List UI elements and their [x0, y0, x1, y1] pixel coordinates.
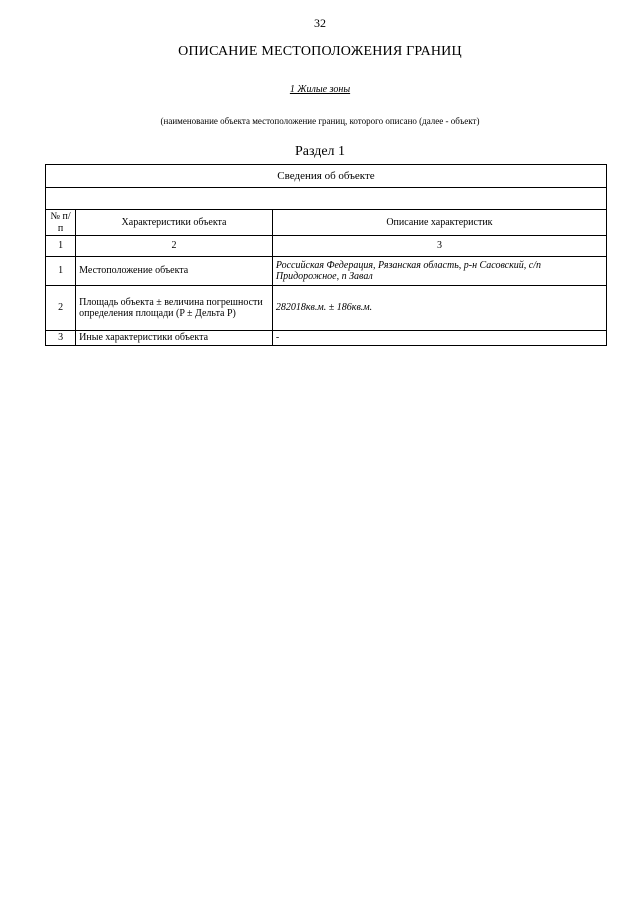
column-number-1: 1: [46, 236, 76, 257]
section-title: Раздел 1: [294, 144, 346, 159]
column-header-number: № п/п: [46, 210, 76, 236]
object-name: 1 Жилые зоны: [289, 84, 351, 95]
column-header-description: Описание характеристик: [272, 210, 606, 236]
row-number: 1: [46, 257, 76, 286]
table-header-row: [46, 165, 607, 188]
row-description: 282018кв.м. ± 186кв.м.: [272, 286, 606, 331]
column-number-row: [46, 236, 607, 257]
column-number-3: 3: [272, 236, 606, 257]
table-empty-cell: [46, 188, 607, 210]
row-description: -: [272, 331, 606, 346]
table-row: [46, 257, 607, 286]
table-row: [46, 286, 607, 331]
document-title: ОПИСАНИЕ МЕСТОПОЛОЖЕНИЯ ГРАНИЦ: [178, 44, 462, 59]
row-characteristic: Площадь объекта ± величина погрешности определения площади (P ± Дельта P): [76, 286, 273, 331]
object-name-caption: (наименование объекта местоположение границ, которого описано (далее - объект): [160, 116, 480, 126]
table-empty-row: [46, 188, 607, 210]
column-header-row: [46, 210, 607, 236]
table-row: [46, 331, 607, 346]
row-number: 2: [46, 286, 76, 331]
row-characteristic: Иные характеристики объекта: [76, 331, 273, 346]
row-characteristic: Местоположение объекта: [76, 257, 273, 286]
table-header: Сведения об объекте: [46, 165, 607, 188]
column-header-characteristic: Характеристики объекта: [76, 210, 273, 236]
column-number-2: 2: [76, 236, 273, 257]
row-number: 3: [46, 331, 76, 346]
page-number: 32: [314, 16, 326, 30]
object-name-line: [0, 84, 640, 95]
row-description: Российская Федерация, Рязанская область, р-н Сасовский, с/п Придорожное, п Завал: [272, 257, 606, 286]
object-info-table: [45, 164, 607, 346]
